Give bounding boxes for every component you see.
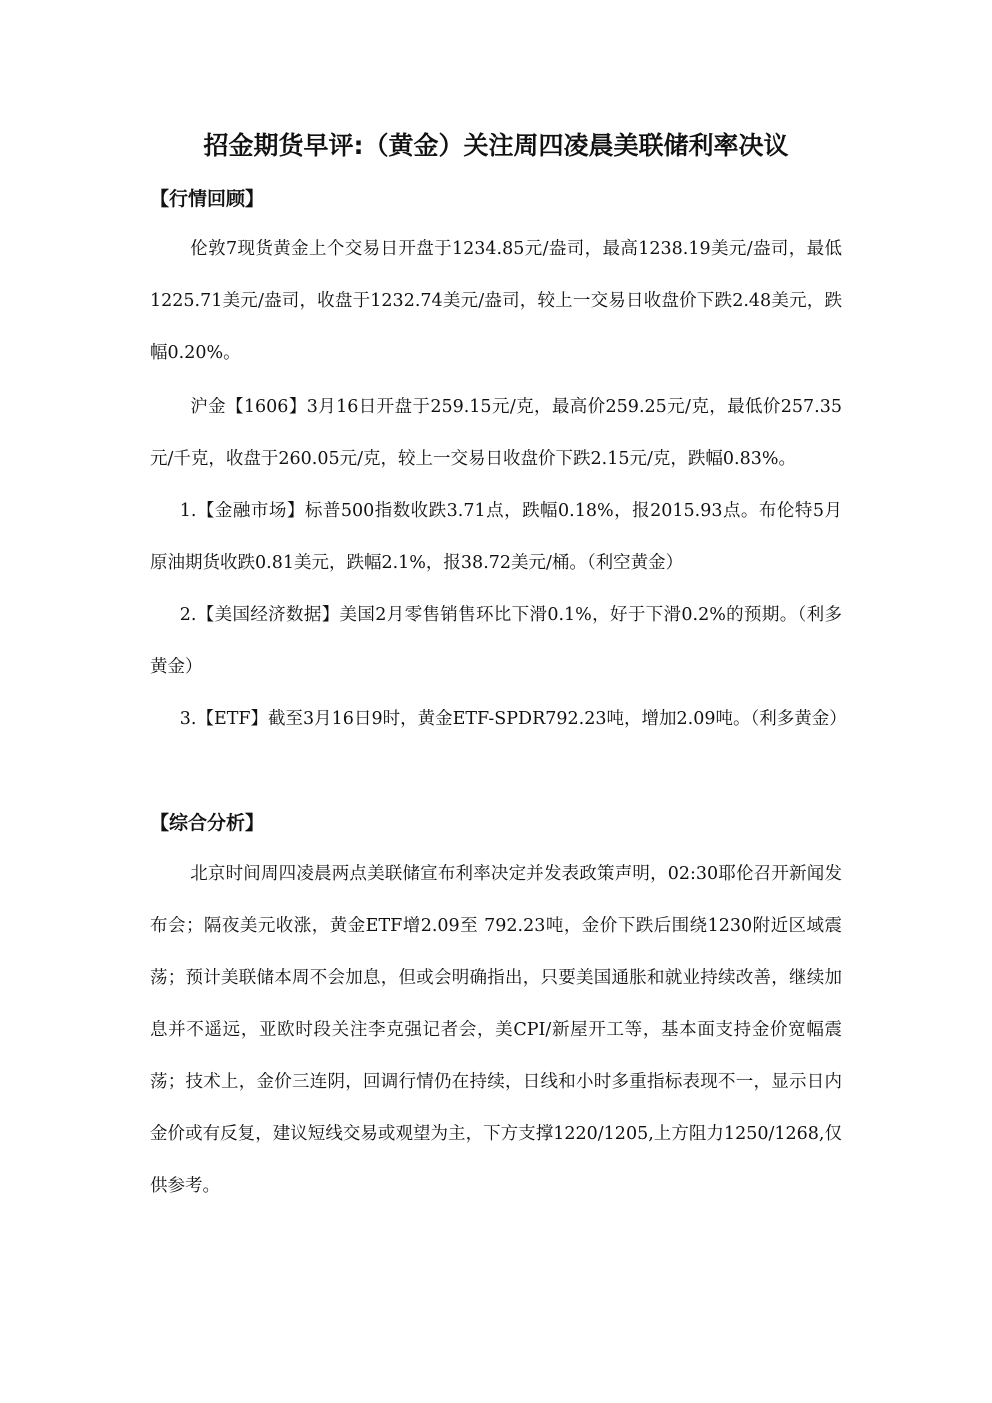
section-heading-market-review: 【行情回顾】 xyxy=(150,188,265,210)
paragraph-analysis: 北京时间周四凌晨两点美联储宣布利率决定并发表政策声明，02:30耶伦召开新闻发布会；隔夜美元收涨，黄金ETF增2.09至 792.23吨，金价下跌后围绕1230附近区域震荡；预计美联储本周不会加息，但或会明确指出，只要美国通胀和就业持续改善，继续加息并不遥远，亚欧时段关注李克强记者会，美CPI/新屋开工等，基本面支持金价宽幅震荡；技术上，金价三连阴，回调行情仍在持续，日线和小时多重指标表现不一，显示日内金价或有反复，建议短线交易或观望为主，下方支撑1220/1205,上方阻力1250/1268,仅供参考。 xyxy=(150,864,842,1196)
document-title: 招金期货早评:（黄金）关注周四凌晨美联储利率决议 xyxy=(203,131,789,160)
paragraph-shanghai-gold: 沪金【1606】3月16日开盘于259.15元/克，最高价259.25元/克，最低价257.35元/千克，收盘于260.05元/克，较上一交易日收盘价下跌2.15元/克，跌幅0.83%。 xyxy=(150,397,842,469)
news-item-etf: 3.【ETF】截至3月16日9时，黄金ETF-SPDR792.23吨，增加2.09吨。（利多黄金） xyxy=(179,709,847,729)
section-heading-analysis: 【综合分析】 xyxy=(150,812,265,834)
news-item-us-economic-data: 2.【美国经济数据】美国2月零售销售环比下滑0.1%，好于下滑0.2%的预期。（利多黄金） xyxy=(150,605,842,677)
paragraph-london-gold: 伦敦7现货黄金上个交易日开盘于1234.85元/盎司，最高1238.19美元/盎司，最低1225.71美元/盎司，收盘于1232.74美元/盎司，较上一交易日收盘价下跌2.48美元，跌幅0.20%。 xyxy=(150,239,842,363)
news-item-financial-markets: 1.【金融市场】标普500指数收跌3.71点，跌幅0.18%，报2015.93点。布伦特5月原油期货收跌0.81美元，跌幅2.1%，报38.72美元/桶。（利空黄金） xyxy=(150,501,842,573)
